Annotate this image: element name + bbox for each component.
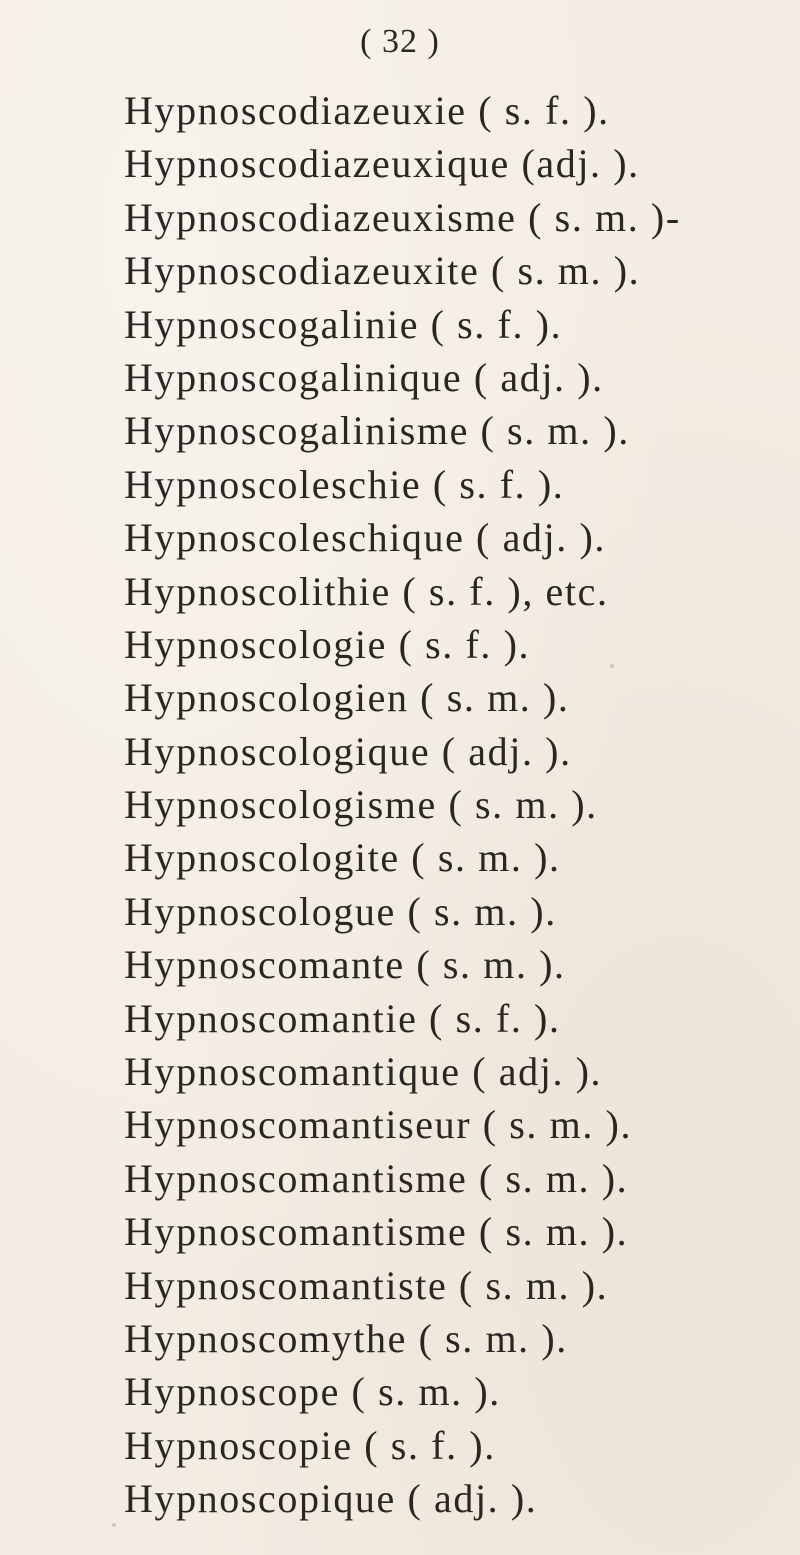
list-item: Hypnoscomante ( s. m. ). — [124, 942, 566, 988]
list-item: Hypnoscogalinique ( adj. ). — [124, 354, 604, 400]
list-item: Hypnoscomantisme ( s. m. ). — [124, 1209, 629, 1255]
paper-speck — [205, 382, 207, 384]
list-item: Hypnoscologite ( s. m. ). — [124, 835, 561, 881]
list-item: Hypnoscogalinisme ( s. m. ). — [124, 408, 630, 454]
list-item: Hypnoscomantiseur ( s. m. ). — [124, 1102, 633, 1148]
paper-speck — [610, 664, 614, 668]
list-item: Hypnoscopie ( s. f. ). — [124, 1422, 496, 1468]
list-item: Hypnoscoleschie ( s. f. ). — [124, 461, 565, 507]
list-item: Hypnoscogalinie ( s. f. ). — [124, 301, 563, 347]
list-item: Hypnoscodiazeuxite ( s. m. ). — [124, 248, 641, 294]
list-item: Hypnoscomantiste ( s. m. ). — [124, 1262, 609, 1308]
list-item: Hypnoscolithie ( s. f. ), etc. — [124, 568, 609, 614]
list-item: Hypnoscodiazeuxisme ( s. m. )- — [124, 194, 681, 240]
list-item: Hypnoscologue ( s. m. ). — [124, 888, 557, 934]
list-item: Hypnoscomantique ( adj. ). — [124, 1049, 603, 1095]
list-item: Hypnoscomythe ( s. m. ). — [124, 1315, 568, 1361]
list-item: Hypnoscomantisme ( s. m. ). — [124, 1155, 629, 1201]
list-item: Hypnoscologien ( s. m. ). — [124, 675, 570, 721]
entry-list — [124, 84, 794, 1526]
paper-speck — [112, 1523, 116, 1527]
list-item: Hypnoscopique ( adj. ). — [124, 1476, 538, 1522]
list-item: Hypnoscodiazeuxie ( s. f. ). — [124, 88, 610, 133]
list-item: Hypnoscologique ( adj. ). — [124, 728, 572, 774]
list-item: Hypnoscologisme ( s. m. ). — [124, 782, 598, 828]
list-item: Hypnoscodiazeuxique (adj. ). — [124, 141, 640, 187]
list-item: Hypnoscomantie ( s. f. ). — [124, 995, 561, 1041]
list-item: Hypnoscologie ( s. f. ). — [124, 621, 531, 667]
page-number: ( 32 ) — [360, 23, 440, 60]
list-item: Hypnoscoleschique ( adj. ). — [124, 515, 606, 561]
list-item: Hypnoscope ( s. m. ). — [124, 1369, 501, 1415]
